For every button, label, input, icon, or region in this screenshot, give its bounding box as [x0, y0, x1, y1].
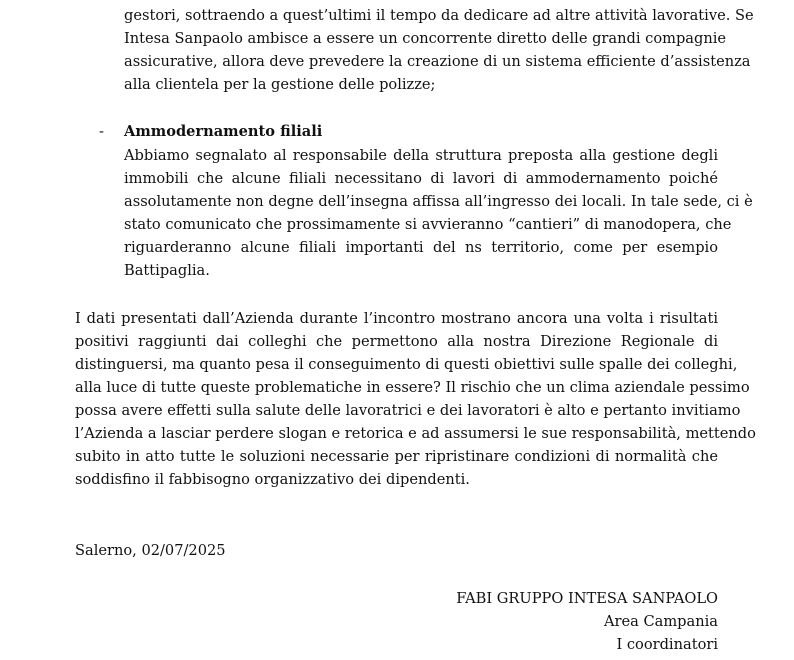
signature-role: I coordinatori [616, 636, 718, 653]
text-line: riguarderanno alcune filiali importanti del ns territorio, come per esempio [124, 239, 718, 256]
text-line: alla luce di tutte queste problematiche in essere? Il rischio che un clima aziendale pessimo [75, 379, 750, 396]
text-line: alla clientela per la gestione delle polizze; [124, 76, 436, 93]
text-line: distinguersi, ma quanto pesa il conseguimento di questi obiettivi sulle spalle dei colleghi, [75, 356, 738, 373]
text-line: positivi raggiunti dai colleghi che permettono alla nostra Direzione Regionale di [75, 333, 718, 350]
text-line: l’Azienda a lasciar perdere slogan e retorica e ad assumersi le sue responsabilità, mettendo [75, 425, 756, 442]
place-date: Salerno, 02/07/2025 [75, 542, 226, 559]
bullet-title: Ammodernamento filiali [124, 123, 323, 140]
text-line: subito in atto tutte le soluzioni necessarie per ripristinare condizioni di normalità che [75, 448, 718, 465]
text-line: gestori, sottraendo a quest’ultimi il tempo da dedicare ad altre attività lavorative. Se [124, 7, 754, 24]
bullet-marker: - [99, 123, 104, 140]
signature-area: Area Campania [603, 613, 718, 630]
text-line: Abbiamo segnalato al responsabile della struttura preposta alla gestione degli [124, 147, 718, 164]
text-line: Battipaglia. [124, 262, 210, 279]
text-line: possa avere effetti sulla salute delle lavoratrici e dei lavoratori è alto e pertanto invitiamo [75, 402, 741, 419]
text-line: soddisfino il fabbisogno organizzativo dei dipendenti. [75, 471, 470, 488]
text-line: stato comunicato che prossimamente si avvieranno “cantieri” di manodopera, che [124, 216, 732, 233]
signature-organization: FABI GRUPPO INTESA SANPAOLO [456, 590, 718, 607]
text-line: immobili che alcune filiali necessitano di lavori di ammodernamento poiché [124, 170, 718, 187]
text-line: I dati presentati dall’Azienda durante l’incontro mostrano ancora una volta i risultati [75, 310, 718, 327]
text-line: Intesa Sanpaolo ambisce a essere un concorrente diretto delle grandi compagnie [124, 30, 727, 47]
text-line: assolutamente non degne dell’insegna affissa all’ingresso dei locali. In tale sede, ci è [124, 193, 753, 210]
text-line: assicurative, allora deve prevedere la creazione di un sistema efficiente d’assistenza [124, 53, 751, 70]
